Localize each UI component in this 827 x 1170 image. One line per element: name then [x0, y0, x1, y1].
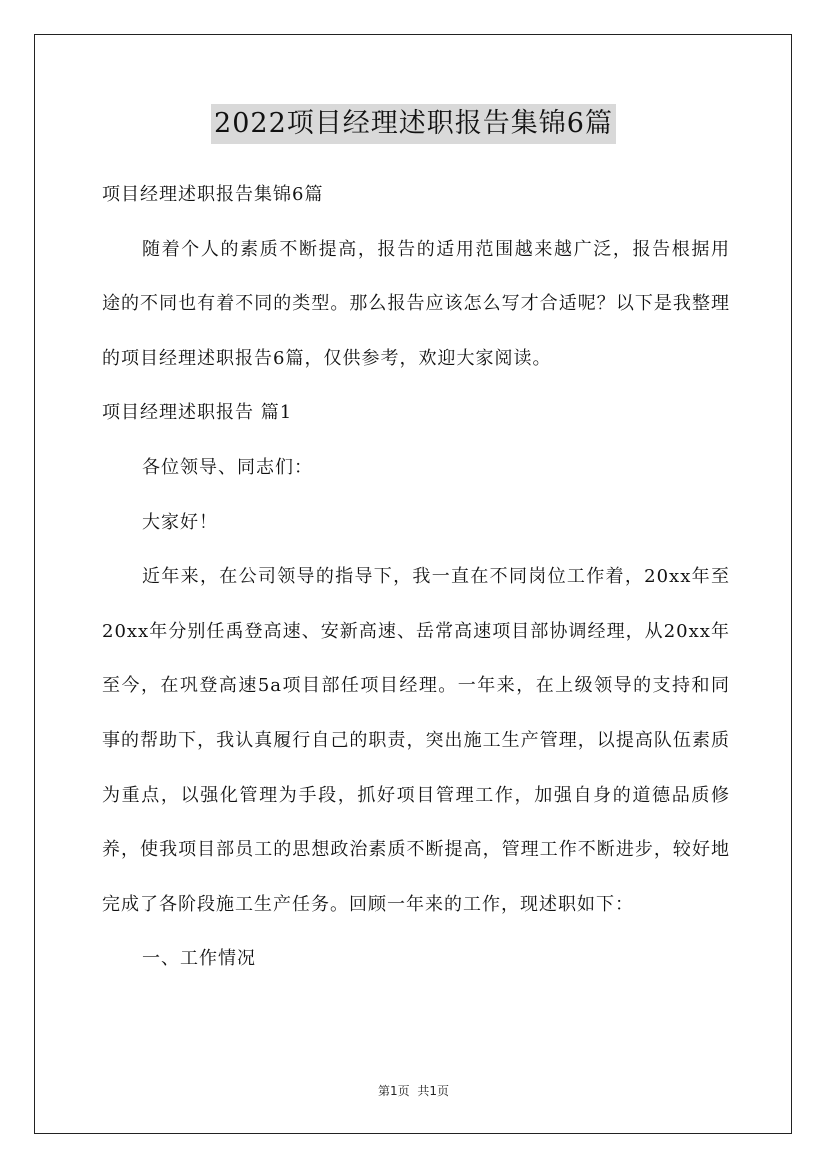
document-subtitle: 项目经理述职报告集锦6篇	[102, 184, 324, 205]
greeting: 大家好！	[142, 511, 218, 533]
document-title	[0, 102, 827, 144]
subsection-heading: 一、工作情况	[142, 948, 256, 970]
section-heading: 项目经理述职报告 篇1	[102, 402, 293, 424]
document-title-text: 2022项目经理述职报告集锦6篇	[211, 104, 616, 144]
salutation: 各位领导、同志们：	[142, 456, 313, 478]
document-body	[102, 168, 730, 987]
page-footer: 第1页 共1页	[377, 1084, 450, 1098]
body-paragraph: 近年来，在公司领导的指导下，我一直在不同岗位工作着，20xx年至20xx年分别任禹登高速、安新高速、岳常高速项目部协调经理，从20xx年至今，在巩登高速5a项目部任项目经理。一年来，在上级领导的支持和同事的帮助下，我认真履行自己的职责，突出施工生产管理，以提高队伍素质为重点，以强化管理为手段，抓好项目管理工作，加强自身的道德品质修养，使我项目部员工的思想政治素质不断提高，管理工作不断进步，较好地完成了各阶段施工生产任务。回顾一年来的工作，现述职如下：	[102, 566, 730, 915]
intro-paragraph: 随着个人的素质不断提高，报告的适用范围越来越广泛，报告根据用途的不同也有着不同的类型。那么报告应该怎么写才合适呢？以下是我整理的项目经理述职报告6篇，仅供参考，欢迎大家阅读。	[102, 238, 730, 369]
